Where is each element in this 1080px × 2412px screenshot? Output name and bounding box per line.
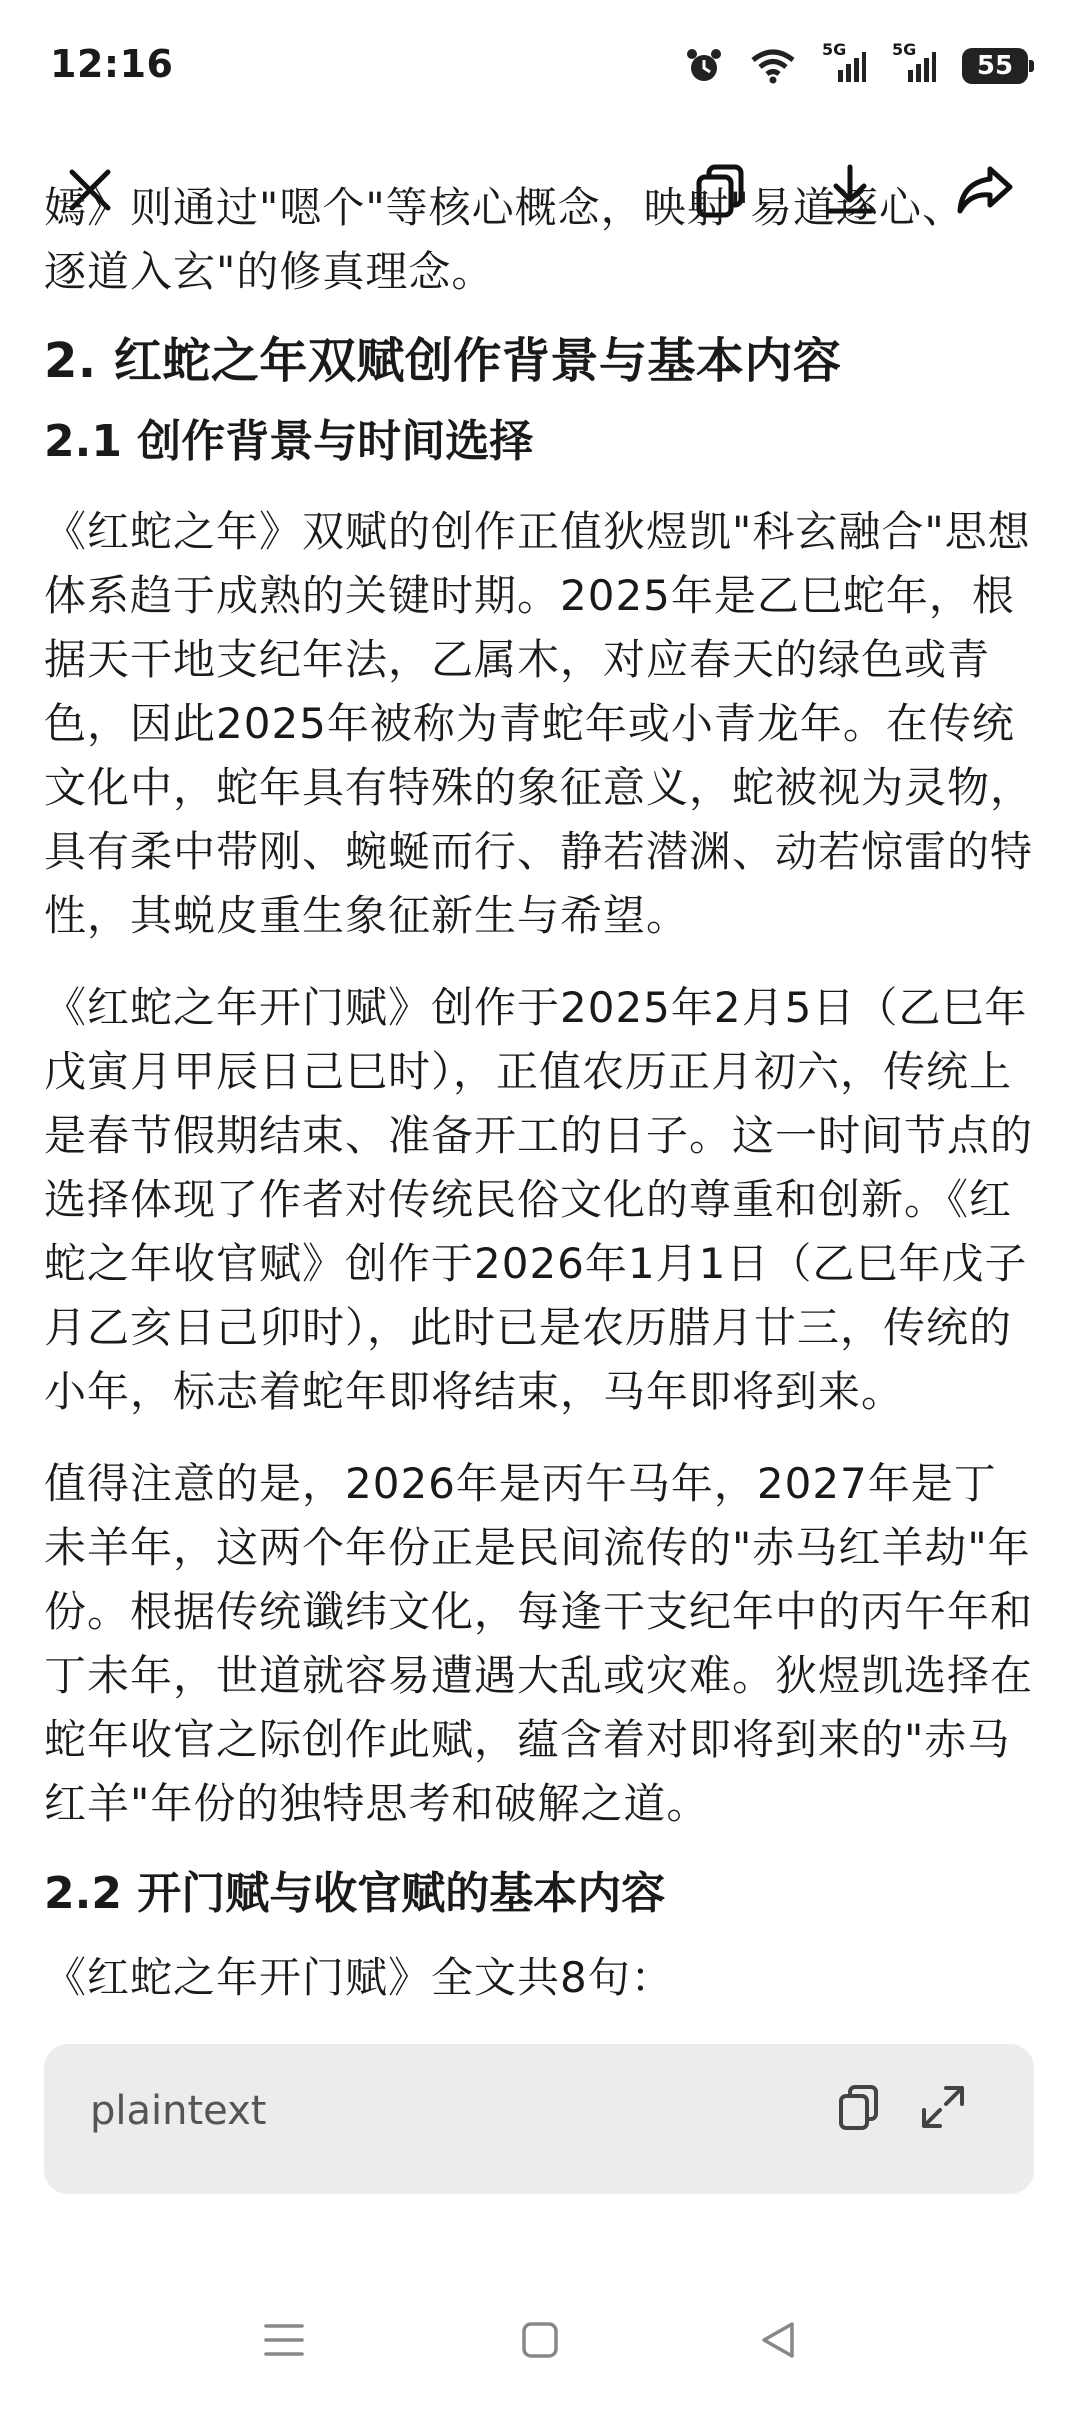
battery-icon: 55 [962, 48, 1028, 84]
code-copy-icon[interactable] [834, 2082, 884, 2136]
paragraph-1: 《红蛇之年》双赋的创作正值狄煜凯"科玄融合"思想体系趋于成熟的关键时期。2025年是乙巳蛇年，根据天干地支纪年法，乙属木，对应春天的绿色或青色，因此2025年被称为青蛇年或小青龙年。在传统文化中，蛇年具有特殊的象征意义，蛇被视为灵物，具有柔中带刚、蜿蜒而行、静若潜渊、动若惊雷的特性，其蜕皮重生象征新生与希望。 [44, 507, 1034, 940]
paragraph-3: 值得注意的是，2026年是丙午马年，2027年是丁未羊年，这两个年份正是民间流传的"赤马红羊劫"年份。根据传统谶纬文化，每逢干支纪年中的丙午年和丁未年，世道就容易遭遇大乱或灾难。狄煜凯选择在蛇年收官之际创作此赋，蕴含着对即将到来的"赤马红羊"年份的独特思考和破解之道。 [44, 1459, 1034, 1828]
section-2-2-heading: 2.2 开门赋与收官赋的基本内容 [44, 1868, 666, 1919]
signal-icon-2 [892, 40, 936, 84]
code-language-label: plaintext [90, 2088, 267, 2134]
back-icon[interactable] [748, 2310, 808, 2370]
intro-tail-text: 逐道入玄"的修真理念。 [44, 247, 495, 296]
section-2-1-heading: 2.1 创作背景与时间选择 [44, 416, 534, 467]
status-bar [0, 0, 1080, 140]
system-navigation-bar [0, 2270, 1080, 2412]
code-block [44, 2044, 1034, 2194]
paragraph-2: 《红蛇之年开门赋》创作于2025年2月5日（乙巳年戊寅月甲辰日己巳时），正值农历正月初六，传统上是春节假期结束、准备开工的日子。这一时间节点的选择体现了作者对传统民俗文化的尊重和创新。《红蛇之年收官赋》创作于2026年1月1日（乙巳年戊子月乙亥日己卯时），此时已是农历腊月廿三，传统的小年，标志着蛇年即将结束，马年即将到来。 [44, 983, 1034, 1416]
section-2-heading: 2. 红蛇之年双赋创作背景与基本内容 [44, 333, 842, 389]
alarm-icon [684, 46, 724, 86]
signal-icon-1 [822, 40, 866, 84]
signal-label-2: 5G [892, 40, 917, 59]
menu-icon[interactable] [254, 2310, 314, 2370]
expand-icon[interactable] [918, 2082, 968, 2136]
wifi-icon [750, 48, 796, 84]
paragraph-4: 《红蛇之年开门赋》全文共8句： [44, 1953, 674, 2002]
status-time: 12:16 [50, 42, 174, 86]
home-icon[interactable] [510, 2310, 570, 2370]
signal-label-1: 5G [822, 40, 847, 59]
status-icons [684, 40, 1028, 86]
document-content[interactable] [0, 183, 1080, 2270]
partial-text-line: 嫣》则通过"嗯个"等核心概念，映射"易道逐心、 [44, 183, 965, 232]
